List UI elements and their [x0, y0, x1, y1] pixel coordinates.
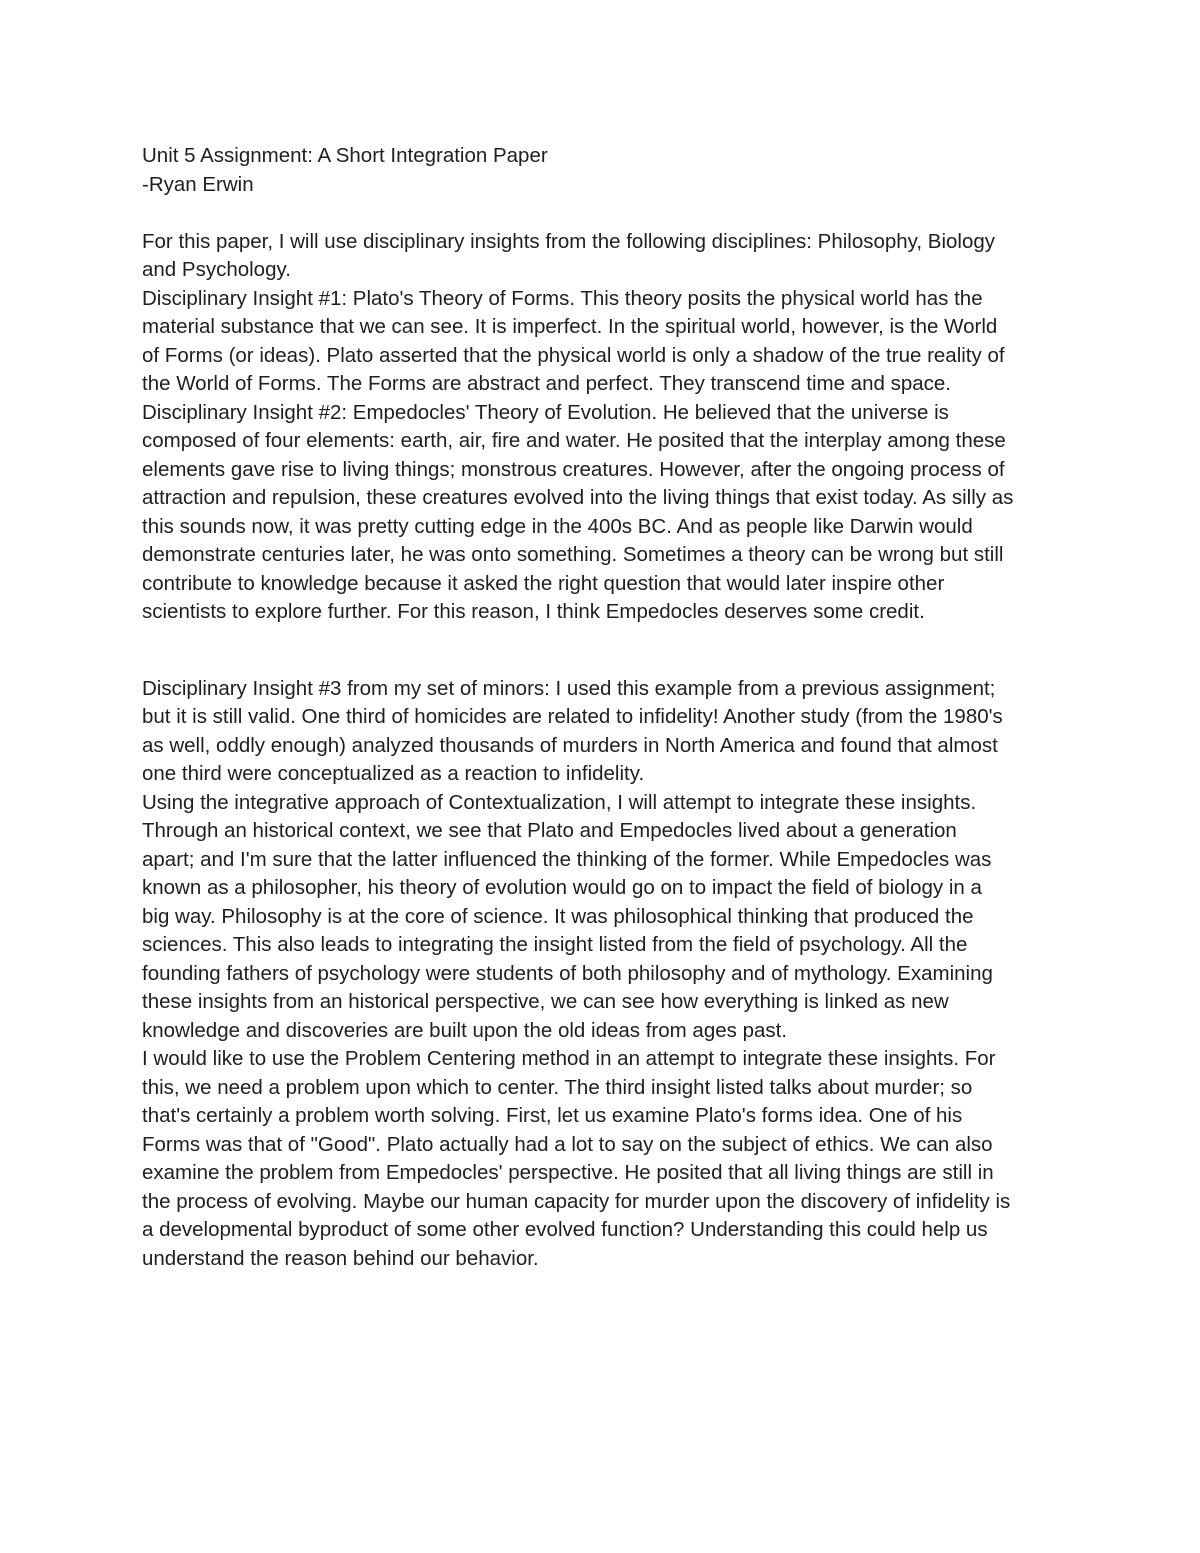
text-line: composed of four elements: earth, air, fire and water. He posited that the interplay among these [142, 429, 1006, 452]
text-line: founding fathers of psychology were students of both philosophy and of mythology. Examining [142, 961, 993, 985]
text-line: demonstrate centuries later, he was onto something. Sometimes a theory can be wrong but still [142, 543, 1004, 566]
text-line: and Psychology. [142, 258, 291, 281]
paragraph-problem-centering [142, 1045, 1067, 1273]
text-line: material substance that we can see. It is imperfect. In the spiritual world, however, is the World [142, 315, 998, 338]
paragraph-insight-2 [142, 399, 1067, 627]
text-line: Using the integrative approach of Contextualization, I will attempt to integrate these insights. [142, 790, 977, 814]
text-line: sciences. This also leads to integrating the insight listed from the field of psychology. All the [142, 933, 968, 956]
text-line: Through an historical context, we see that Plato and Empedocles lived about a generation [142, 819, 957, 842]
text-line: apart; and I'm sure that the latter influenced the thinking of the former. While Empedocles was [142, 847, 992, 871]
text-line: that's certainly a problem worth solving. First, let us examine Plato's forms idea. One of his [142, 1104, 963, 1127]
text-line: these insights from an historical perspective, we can see how everything is linked as new [142, 990, 949, 1013]
text-line: elements gave rise to living things; monstrous creatures. However, after the ongoing process of [142, 457, 1005, 481]
paragraph-insight-3 [142, 675, 1067, 789]
text-line: For this paper, I will use disciplinary insights from the following disciplines: Philosophy, Biology [142, 229, 996, 253]
text-line: a developmental byproduct of some other evolved function? Understanding this could help us [142, 1218, 988, 1241]
text-line: of Forms (or ideas). Plato asserted that the physical world is only a shadow of the true reality of [142, 343, 1005, 367]
text-line: the process of evolving. Maybe our human capacity for murder upon the discovery of infidelity is [142, 1189, 1011, 1213]
text-line: one third were conceptualized as a reaction to infidelity. [142, 762, 645, 785]
text-line: the World of Forms. The Forms are abstract and perfect. They transcend time and space. [142, 372, 951, 395]
document-title: Unit 5 Assignment: A Short Integration Paper [142, 144, 548, 167]
text-line: contribute to knowledge because it asked the right question that would later inspire other [142, 571, 945, 595]
paragraph-contextualization [142, 789, 1067, 1046]
text-line: Forms was that of "Good". Plato actually had a lot to say on the subject of ethics. We can also [142, 1132, 993, 1156]
text-line: known as a philosopher, his theory of evolution would go on to impact the field of biology in a [142, 876, 982, 899]
document-body [142, 142, 1067, 1273]
blank-line [142, 199, 1067, 228]
text-line: big way. Philosophy is at the core of science. It was philosophical thinking that produced the [142, 904, 974, 928]
document-header [142, 142, 1067, 199]
text-line: Disciplinary Insight #3 from my set of minors: I used this example from a previous assignment; [142, 676, 996, 700]
blank-gap [142, 627, 1067, 675]
paragraph-intro [142, 228, 1067, 285]
text-line: Disciplinary Insight #2: Empedocles' Theory of Evolution. He believed that the universe is [142, 400, 949, 424]
text-line: Disciplinary Insight #1: Plato's Theory of Forms. This theory posits the physical world has the [142, 286, 983, 310]
text-line: understand the reason behind our behavior. [142, 1246, 539, 1270]
text-line: knowledge and discoveries are built upon the old ideas from ages past. [142, 1018, 788, 1042]
text-line: I would like to use the Problem Centering method in an attempt to integrate these insights. For [142, 1047, 996, 1070]
text-line: this sounds now, it was pretty cutting edge in the 400s BC. And as people like Darwin would [142, 514, 973, 538]
text-line: but it is still valid. One third of homicides are related to infidelity! Another study (from the 1980's [142, 705, 1003, 728]
document-author: -Ryan Erwin [142, 172, 254, 196]
text-line: scientists to explore further. For this reason, I think Empedocles deserves some credit. [142, 600, 925, 623]
text-line: attraction and repulsion, these creatures evolved into the living things that exist today. As silly as [142, 486, 1014, 509]
text-line: as well, oddly enough) analyzed thousands of murders in North America and found that almost [142, 733, 998, 757]
paragraph-insight-1 [142, 285, 1067, 399]
text-line: examine the problem from Empedocles' perspective. He posited that all living things are still in [142, 1161, 994, 1184]
text-line: this, we need a problem upon which to center. The third insight listed talks about murder; so [142, 1075, 973, 1099]
